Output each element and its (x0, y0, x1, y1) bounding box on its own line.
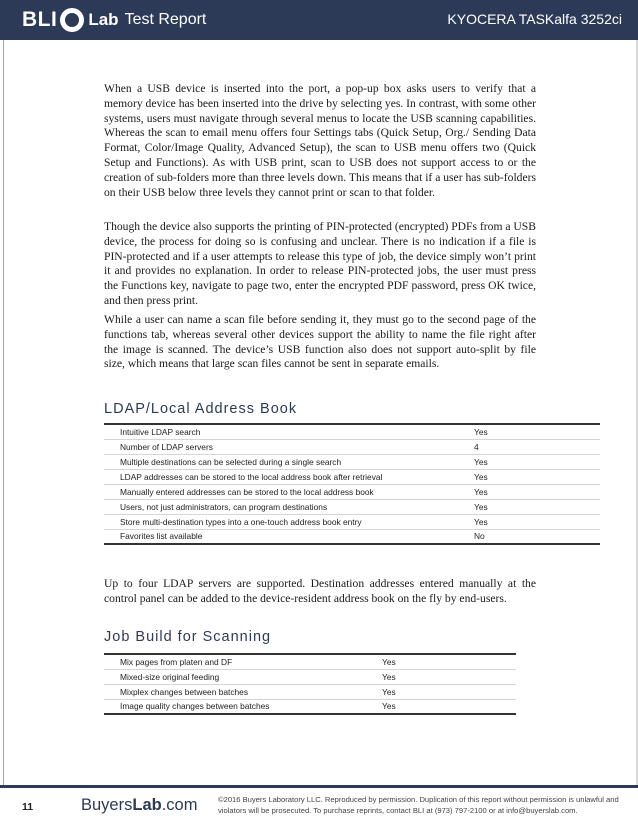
value-cell: Yes (458, 454, 600, 469)
value-cell: Yes (458, 424, 600, 439)
value-cell: Yes (458, 484, 600, 499)
feature-cell: Mixed-size original feeding (104, 669, 366, 684)
paragraph-pin-protected-pdf: Though the device also supports the printing of PIN-protected (encrypted) PDFs from a USB device, the process for doing so is confusing and unclear. There is no indication if a file is PIN-protected and if a user attempts to release this type of job, the device simply won’t print it and provides no explanation. In order to release PIN-protected jobs, the user must press the Functions key, navigate to page two, enter the encrypted PDF password, press OK twice, and then press print. (104, 220, 536, 307)
job-build-feature-table (104, 653, 516, 715)
value-cell: 4 (458, 439, 600, 454)
value-cell: Yes (366, 669, 516, 684)
feature-cell: Store multi-destination types into a one-touch address book entry (104, 514, 458, 529)
logo-lab-text: Lab (132, 796, 162, 814)
section-title-ldap: LDAP/Local Address Book (104, 401, 298, 417)
feature-cell: Manually entered addresses can be stored to the local address book (104, 484, 458, 499)
value-cell: Yes (458, 499, 600, 514)
value-cell: Yes (366, 654, 516, 669)
table-row (104, 424, 600, 439)
table-row (104, 499, 600, 514)
value-cell: No (458, 529, 600, 544)
logo-bli-text: BLI (22, 8, 58, 31)
value-cell: Yes (458, 514, 600, 529)
feature-cell: Mix pages from platen and DF (104, 654, 366, 669)
paragraph-scan-file-naming: While a user can name a scan file before sending it, they must go to the second page of the functions tab, whereas several other devices support the ability to name the file right after the image is scanned. The device’s USB function also does not support auto-split by file size, which means that large scan files cannot be sent in separate emails. (104, 313, 536, 371)
table-row (104, 454, 600, 469)
value-cell: Yes (366, 684, 516, 699)
copyright-notice: ©2016 Buyers Laboratory LLC. Reproduced by permission. Duplication of this report without permission is unlawful and violators will be prosecuted. To purchase reprints, contact BLI at (973) 797-2100 or at info@buyerslab.com. (218, 795, 619, 815)
bli-lab-logo (22, 8, 206, 32)
table-row (104, 514, 600, 529)
feature-cell: Users, not just administrators, can program destinations (104, 499, 458, 514)
feature-cell: Image quality changes between batches (104, 699, 366, 714)
page-number: 11 (22, 801, 34, 813)
logo-circle-icon (60, 8, 84, 32)
table-row (104, 654, 516, 669)
value-cell: Yes (366, 699, 516, 714)
paragraph-usb-scanning: When a USB device is inserted into the port, a pop-up box asks users to verify that a memory device has been inserted into the drive by selecting yes. In contrast, with some other systems, users must navigate through several menus to locate the USB scanning capabilities. Whereas the scan to email menu offers four Settings tabs (Quick Setup, Org./ Sending Data Format, Color/Image Quality, Advanced Setup), the scan to USB menu offers two (Quick Setup and Functions). As with USB print, scan to USB does not support access to or the creation of sub-folders more than three levels down. This means that if a user has sub-folders on their USB below three levels they cannot print or scan to that folder. (104, 82, 536, 199)
logo-buyers-text: Buyers (81, 796, 133, 814)
table-row (104, 439, 600, 454)
report-subtitle: Test Report (124, 11, 207, 28)
feature-cell: Favorites list available (104, 529, 458, 544)
table-row (104, 484, 600, 499)
device-model-title: KYOCERA TASKalfa 3252ci (447, 11, 622, 27)
table-row (104, 469, 600, 484)
report-footer (0, 785, 638, 826)
feature-cell: Intuitive LDAP search (104, 424, 458, 439)
section-title-job-build: Job Build for Scanning (104, 629, 272, 645)
feature-cell: LDAP addresses can be stored to the local address book after retrieval (104, 469, 458, 484)
feature-cell: Multiple destinations can be selected during a single search (104, 454, 458, 469)
table-row (104, 699, 516, 714)
feature-cell: Number of LDAP servers (104, 439, 458, 454)
footer-rule (0, 785, 638, 788)
left-margin-rule (3, 40, 4, 785)
table-row (104, 684, 516, 699)
report-header (0, 0, 638, 40)
logo-com-text: .com (161, 796, 198, 814)
value-cell: Yes (458, 469, 600, 484)
buyerslab-logo (81, 796, 197, 815)
ldap-feature-table (104, 423, 600, 545)
feature-cell: Mixplex changes between batches (104, 684, 366, 699)
logo-lab-text: Lab (88, 10, 119, 29)
table-row (104, 669, 516, 684)
table-row (104, 529, 600, 544)
paragraph-ldap-servers: Up to four LDAP servers are supported. Destination addresses entered manually at the control panel can be added to the device-resident address book on the fly by end-users. (104, 577, 536, 605)
